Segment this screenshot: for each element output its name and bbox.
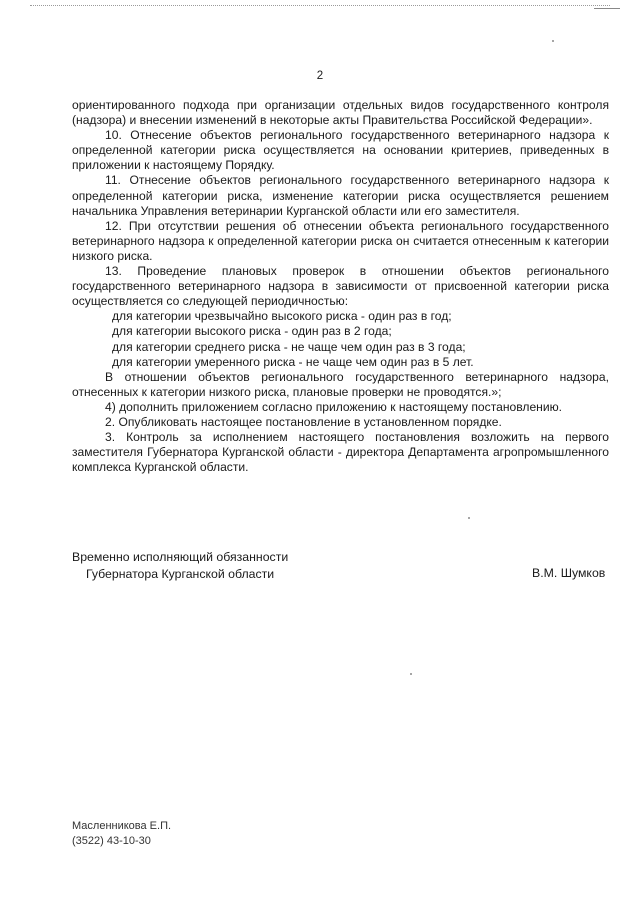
paragraph: 10. Отнесение объектов регионального государственного ветеринарного надзора к определенной категории риска осуществляется на основании критериев, приведенных в приложении к настоящему Порядку. [72, 128, 609, 173]
paragraph: 13. Проведение плановых проверок в отношении объектов регионального государственного ветеринарного надзора в зависимости от присвоенной категории риска осуществляется со следующей периодичностью: [72, 264, 609, 309]
page-number: 2 [316, 70, 324, 82]
signature-name: В.М. Шумков [532, 566, 606, 580]
footer [72, 819, 171, 848]
scan-artifact-corner [594, 8, 620, 9]
signature-position [72, 549, 288, 582]
paragraph: 3. Контроль за исполнением настоящего постановления возложить на первого заместителя Губернатора Курганской области - директора Департамента агропромышленного комплекса Курганской области. [72, 430, 609, 475]
scan-speck [468, 517, 470, 519]
signature-position-line-2: Губернатора Курганской области [86, 566, 275, 581]
scan-speck [552, 40, 554, 42]
document-body [72, 98, 609, 475]
paragraph: В отношении объектов регионального государственного ветеринарного надзора, отнесенных к категории низкого риска, плановые проверки не проводятся.»; [72, 369, 609, 399]
scan-speck [410, 673, 412, 675]
paragraph: для категории умеренного риска - не чаще чем один раз в 5 лет. [112, 354, 474, 369]
scan-artifact-top [30, 5, 610, 8]
paragraph: для категории высокого риска - один раз в 2 года; [112, 324, 392, 339]
paragraph: ориентированного подхода при организации отдельных видов государственного контроля (надзора) и внесении изменений в некоторые акты Правительства Российской Федерации». [72, 98, 609, 128]
paragraph: 2. Опубликовать настоящее постановление в установленном порядке. [105, 414, 502, 429]
paragraph: 11. Отнесение объектов регионального государственного ветеринарного надзора к определенной категории риска, изменение категории риска осуществляется решением начальника Управления ветеринарии Курганской области или его заместителя. [72, 173, 609, 218]
signature-position-line-1: Временно исполняющий обязанности [72, 550, 289, 564]
paragraph: для категории чрезвычайно высокого риска - один раз в год; [112, 309, 452, 324]
footer-author: Масленникова Е.П. [72, 820, 172, 832]
paragraph: 4) дополнить приложением согласно приложению к настоящему постановлению. [105, 399, 563, 414]
footer-phone: (3522) 43-10-30 [72, 834, 151, 847]
paragraph: 12. При отсутствии решения об отнесении объекта регионального государственного ветеринарного надзора к определенной категории риска он считается отнесенным к категории низкого риска. [72, 218, 609, 263]
paragraph: для категории среднего риска - не чаще чем один раз в 3 года; [112, 339, 466, 354]
